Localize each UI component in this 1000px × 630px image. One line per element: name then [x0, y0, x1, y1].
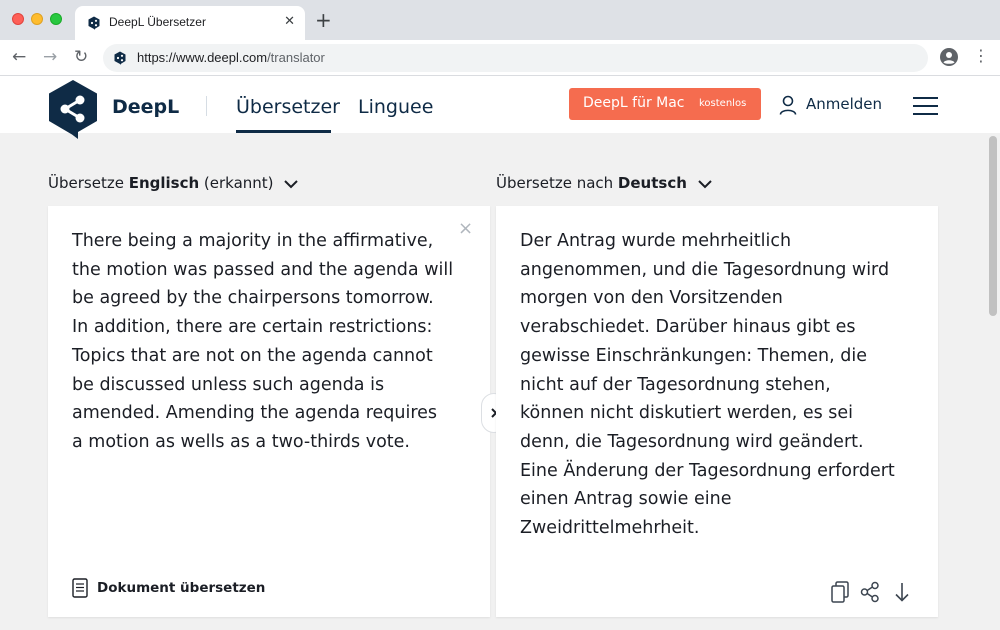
source-lang-prefix: Übersetze — [48, 174, 129, 192]
tab-close-icon[interactable]: ✕ — [284, 14, 295, 29]
window-close-button[interactable] — [12, 13, 24, 25]
nav-linguee[interactable]: Linguee — [358, 96, 434, 118]
source-text-input[interactable]: There being a majority in the affirmative, the motion was passed and the agenda will be agreed by the chairpersons tomorrow. In addition, there are certain restrictions: Topics that are not on the agenda cannot be discussed unless such agenda is amended. Amending the agenda requires a motion as wells as a two-thirds vote. — [72, 231, 454, 452]
target-lang-prefix: Übersetze nach — [496, 174, 618, 192]
target-lang-name: Deutsch — [617, 174, 687, 192]
active-nav-indicator — [236, 130, 331, 133]
url-domain: https://www.deepl.com — [137, 50, 268, 65]
chevron-down-icon — [284, 179, 298, 189]
new-tab-button[interactable]: + — [315, 8, 332, 32]
login-link[interactable]: Anmelden — [806, 95, 883, 113]
deepl-for-mac-button[interactable] — [569, 88, 761, 120]
address-bar[interactable] — [103, 44, 928, 72]
share-icon[interactable] — [860, 581, 880, 603]
translate-document-label: Dokument übersetzen — [97, 580, 266, 596]
header-divider — [206, 96, 207, 116]
url-path: /translator — [267, 50, 325, 65]
chevron-down-icon — [698, 179, 712, 189]
brand-name: DeepL — [112, 96, 180, 118]
target-text-output[interactable]: Der Antrag wurde mehrheitlich angenommen, und die Tagesordnung wird morgen von den Vorsitzenden verabschiedet. Darüber hinaus gibt es gewisse Einschränkungen: Themen, die nicht auf der Tagesordnung stehen, können nicht diskutiert werden, es sei denn, die Tagesordnung wird geändert. Eine Änderung der Tagesordnung erfordert einen Antrag sowie eine Zweidrittelmehrheit. — [520, 231, 895, 539]
reload-icon[interactable]: ↻ — [74, 47, 89, 67]
site-header — [0, 76, 1000, 133]
document-icon — [72, 578, 88, 598]
scrollbar-thumb[interactable] — [989, 136, 997, 316]
back-arrow-icon[interactable]: ← — [12, 47, 27, 67]
source-lang-name: Englisch — [128, 174, 200, 192]
window-zoom-button[interactable] — [50, 13, 62, 25]
forward-arrow-icon[interactable]: → — [43, 47, 58, 67]
site-icon — [113, 51, 127, 65]
source-panel — [48, 206, 490, 617]
target-panel — [496, 206, 938, 617]
url-text — [137, 50, 325, 65]
browser-toolbar — [0, 40, 1000, 76]
profile-icon[interactable] — [940, 48, 958, 66]
target-language-selector[interactable] — [496, 174, 712, 192]
browser-menu-icon[interactable]: ⋮ — [973, 46, 989, 65]
window-minimize-button[interactable] — [31, 13, 43, 25]
copy-icon[interactable] — [830, 581, 850, 603]
source-lang-suffix: (erkannt) — [199, 174, 274, 192]
source-language-selector[interactable] — [48, 174, 298, 192]
nav-uebersetzer[interactable]: Übersetzer — [236, 96, 340, 118]
browser-tab-deepl[interactable] — [75, 6, 305, 40]
deepl-favicon-icon — [87, 16, 101, 30]
hamburger-menu-icon[interactable] — [913, 96, 938, 116]
mac-button-label: DeepL für Mac — [583, 95, 685, 111]
mac-button-sublabel: kostenlos — [699, 98, 747, 109]
tab-title: DeepL Übersetzer — [109, 15, 206, 29]
user-icon[interactable] — [779, 95, 797, 115]
download-icon[interactable] — [892, 581, 912, 603]
deepl-logo-icon[interactable] — [47, 79, 99, 139]
clear-icon[interactable]: × — [458, 218, 474, 239]
browser-tab-bar — [0, 0, 1000, 40]
